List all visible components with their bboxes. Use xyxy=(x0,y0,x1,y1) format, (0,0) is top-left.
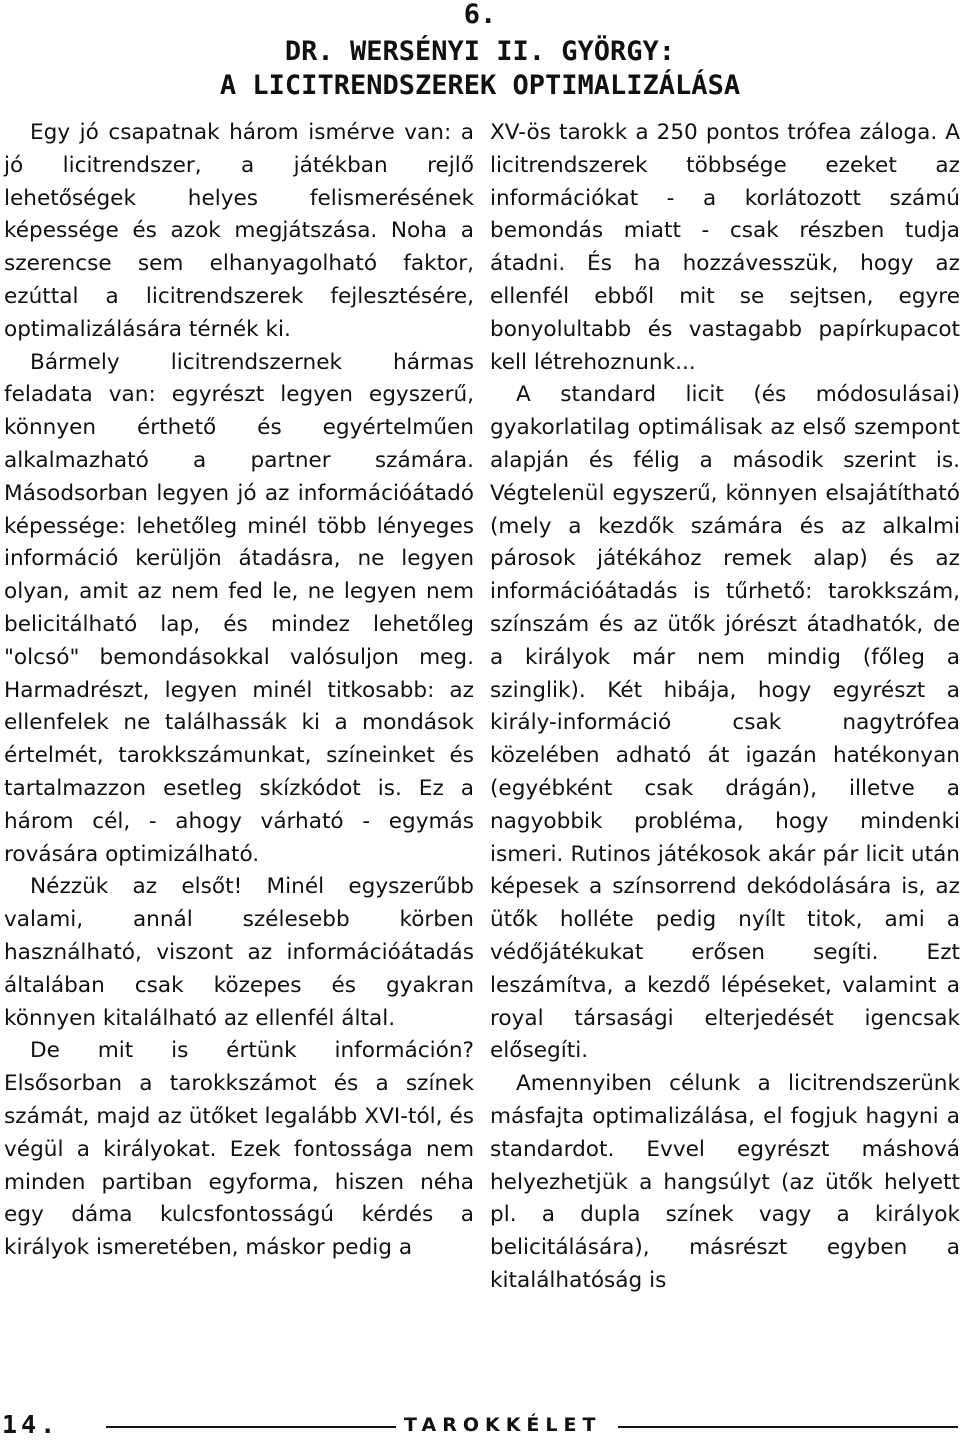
paragraph: De mit is értünk információn? Elsősorban a tarokkszámot és a színek számát, majd az ütőket legalább XVI-tól, és végül a királyokat. Ezek fontossága nem minden partiban egyforma, hiszen néha egy dáma kulcsfontosságú kérdés a királyok ismeretében, máskor pedig a xyxy=(4,1038,474,1261)
paragraph: Egy jó csapatnak három ismérve van: a jó licitrendszer, a játékban rejlő lehetőségek helyes felismerésének képessége és azok megjátszása. Noha a szerencse sem elhanyagolható faktor, ezúttal a licitrendszerek fejlesztésére, optimalizálására térnék ki. xyxy=(4,120,474,342)
article-title: A LICITRENDSZEREK OPTIMALIZÁLÁSA xyxy=(219,70,741,101)
left-column xyxy=(4,117,474,1265)
paragraph: Bármely licitrendszernek hármas feladata van: egyrészt legyen egyszerű, könnyen érthető és egyértelműen alkalmazható a partner számára. Másodsorban legyen jó az információátadó képessége: lehetőleg minél több lényeges információ kerüljön átadásra, ne legyen olyan, amit az nem fed le, ne legyen nem belicitálható lap, és mindez lehetőleg "olcsó" bemondásokkal valósuljon meg. Harmadrészt, legyen minél titkosabb: az ellenfelek ne találhassák ki a mondások értelmét, tarokkszámunkat, színeinket és tartalmazzon esetleg skízkódot is. Ez a három cél, - ahogy várható - egymás rovására optimizálható. xyxy=(4,349,474,867)
paragraph: Nézzük az elsőt! Minél egyszerűbb valami, annál szélesebb körben használható, viszont az információátadás általában csak közepes és gyakran könnyen kitalálható az ellenfél által. xyxy=(4,874,474,1031)
publication-name: TAROKKÉLET xyxy=(404,1414,602,1436)
footer-divider xyxy=(106,1426,396,1428)
paragraph: A standard licit (és módosulásai) gyakorlatilag optimálisak az első szempont alapján és félig a második szerint is. Végtelenül egyszerű, könnyen elsajátítható (mely a kezdők számára és az alkalmi párosok játékához remek alap) és az információátadás is tűrhető: tarokkszám, színszám és az ütők jórészt átadhatók, de a királyok már nem mindig (főleg a szinglik). Két hibája, hogy egyrészt a király-információ csak nagytrófea közelében adható át igazán hatékonyan (egyébként csak drágán), illetve a nagyobbik probléma, hogy mindenki ismeri. Rutinos játékosok akár pár licit után képesek a színsorrend dekódolására is, az ütők holléte pedig nyílt titok, ami a védőjátékukat erősen segíti. Ezt leszámítva, a kezdő lépéseket, valamint a royal társasági elterjedését igencsak elősegíti. xyxy=(490,382,960,1064)
paragraph: Amennyiben célunk a licitrendszerünk másfajta optimalizálása, el fogjuk hagyni a standardot. Evvel egyrészt máshová helyezhetjük a hangsúlyt (az ütők helyett pl. a dupla színek vagy a királyok belicitálására), másrészt egyben a kitalálhatóság is xyxy=(490,1071,960,1293)
author-heading: DR. WERSÉNYI II. GYÖRGY: xyxy=(284,36,676,67)
paragraph: XV-ös tarokk a 250 pontos trófea záloga. A licitrendszerek többsége ezeket az információkat - a korlátozott számú bemondás miatt - csak részben tudja átadni. És ha hozzávesszük, hogy az ellenfél ebből mit se sejtsen, egyre bonyolultabb és vastagabb papírkupacot kell létrehoznunk... xyxy=(490,120,960,375)
right-column xyxy=(490,117,960,1298)
footer-divider xyxy=(618,1426,958,1428)
page-number: 14. xyxy=(2,1410,60,1439)
chapter-number: 6. xyxy=(463,0,497,30)
page-footer xyxy=(0,1404,960,1440)
